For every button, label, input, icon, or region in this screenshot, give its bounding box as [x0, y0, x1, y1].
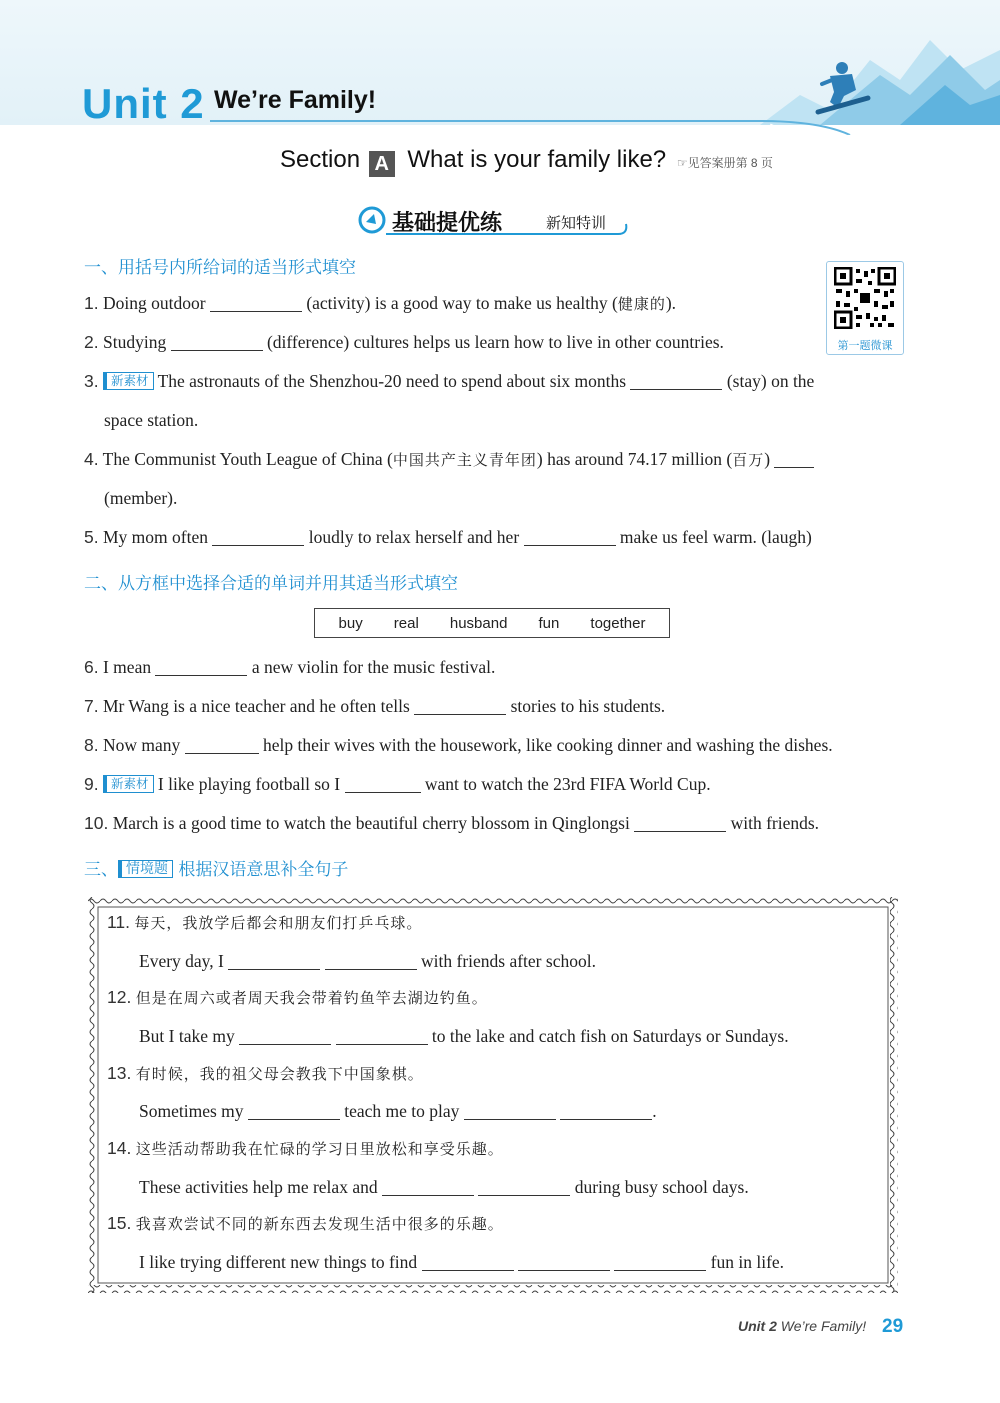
- question-text: Every day, I: [139, 951, 224, 971]
- question-text: ) has around 74.17 million (: [536, 449, 733, 469]
- question-text: help their wives with the housework, like cooking dinner and washing the dishes.: [263, 735, 833, 755]
- question-number: 2.: [84, 332, 99, 352]
- question-14-en: [139, 1176, 749, 1198]
- question-text: Studying: [102, 332, 167, 352]
- answer-blank[interactable]: [634, 815, 726, 832]
- new-material-tag: 新素材: [103, 775, 154, 793]
- answer-blank[interactable]: [212, 529, 304, 546]
- page-number: 29: [882, 1316, 904, 1337]
- answer-blank[interactable]: [382, 1179, 474, 1196]
- unit-title: We’re Family!: [214, 86, 377, 114]
- question-cn-prompt: 我喜欢尝试不同的新东西去发现生活中很多的乐趣。: [135, 1215, 504, 1233]
- new-material-tag: 新素材: [103, 372, 154, 390]
- question-4-cont: (member).: [104, 488, 178, 508]
- qr-code-card[interactable]: [826, 261, 904, 355]
- answer-blank[interactable]: [414, 698, 506, 715]
- question-15-en: [139, 1251, 784, 1273]
- footer-running-title: [738, 1318, 866, 1334]
- question-5: [84, 526, 812, 548]
- question-text: These activities help me relax and: [139, 1177, 378, 1197]
- word-bank-item: together: [590, 614, 646, 632]
- question-10: [84, 812, 819, 834]
- answer-blank[interactable]: [774, 451, 814, 468]
- question-text: loudly to relax herself and her: [308, 527, 520, 547]
- answer-blank[interactable]: [171, 334, 263, 351]
- answer-blank[interactable]: [524, 529, 616, 546]
- question-number: 10.: [84, 813, 109, 833]
- question-number: 7.: [84, 696, 99, 716]
- question-text: Doing outdoor: [102, 293, 206, 313]
- answer-blank[interactable]: [336, 1028, 428, 1045]
- question-3-cont: space station.: [104, 410, 199, 430]
- question-text: want to watch the 23rd FIFA World Cup.: [424, 774, 711, 794]
- question-number: 5.: [84, 527, 99, 547]
- question-text: stories to his students.: [510, 696, 666, 716]
- question-number: 11.: [107, 912, 131, 932]
- part3-heading-text: 根据汉语意思补全句子: [178, 860, 349, 880]
- answer-blank[interactable]: [518, 1254, 610, 1271]
- question-text: Mr Wang is a nice teacher and he often tells: [102, 696, 410, 716]
- part1-heading: 一、用括号内所给词的适当形式填空: [84, 258, 356, 278]
- answer-blank[interactable]: [155, 659, 247, 676]
- question-text: But I take my: [139, 1026, 235, 1046]
- banner-title: 基础提优练: [392, 211, 503, 236]
- question-1: [84, 292, 676, 315]
- answer-blank[interactable]: [228, 953, 320, 970]
- question-3: [84, 370, 814, 392]
- question-7: [84, 695, 665, 717]
- question-text: Now many: [102, 735, 181, 755]
- practice-banner: [356, 200, 632, 240]
- word-bank-item: buy: [338, 614, 363, 632]
- question-text: teach me to play: [344, 1101, 460, 1121]
- question-cn-gloss: 百万: [732, 451, 765, 469]
- question-8: [84, 734, 833, 756]
- question-cn-prompt: 有时候，我的祖父母会教我下中国象棋。: [135, 1065, 424, 1083]
- question-cn-prompt: 每天，我放学后都会和朋友们打乒乓球。: [134, 914, 423, 932]
- answer-blank[interactable]: [345, 776, 421, 793]
- question-text: with friends.: [730, 813, 820, 833]
- qr-code-icon: [834, 267, 896, 329]
- question-number: 14.: [107, 1138, 132, 1158]
- word-bank-item: real: [393, 614, 419, 632]
- question-cn-prompt: 但是在周六或者周天我会带着钓鱼竿去湖边钓鱼。: [135, 989, 488, 1007]
- question-text: My mom often: [102, 527, 208, 547]
- question-number: 3.: [84, 371, 99, 391]
- word-bank-item: fun: [538, 614, 560, 632]
- question-text: (stay) on the: [726, 371, 815, 391]
- question-cn-prompt: 这些活动帮助我在忙碌的学习日里放松和享受乐趣。: [135, 1140, 504, 1158]
- question-number: 9.: [84, 774, 99, 794]
- answer-reference: [677, 156, 773, 170]
- question-text: ): [764, 449, 771, 469]
- question-text: The astronauts of the Shenzhou-20 need to spend about six months: [157, 371, 627, 391]
- answer-blank[interactable]: [239, 1028, 331, 1045]
- footer-unit: Unit 2: [738, 1318, 777, 1334]
- answer-blank[interactable]: [614, 1254, 706, 1271]
- question-2: [84, 331, 724, 353]
- question-text: a new violin for the music festival.: [251, 657, 496, 677]
- question-number: 15.: [107, 1213, 132, 1233]
- section-title: What is your family like?: [407, 146, 667, 173]
- answer-blank[interactable]: [478, 1179, 570, 1196]
- question-9: [84, 773, 711, 795]
- question-11-en: [139, 950, 596, 972]
- question-number: 1.: [84, 293, 99, 313]
- part3-heading-prefix: 三、: [84, 860, 118, 880]
- question-number: 13.: [107, 1063, 132, 1083]
- part3-heading: [84, 855, 348, 880]
- word-bank-item: husband: [449, 614, 508, 632]
- answer-blank[interactable]: [248, 1103, 340, 1120]
- answer-blank[interactable]: [560, 1103, 652, 1120]
- question-text: I mean: [102, 657, 152, 677]
- section-prefix: Section: [280, 146, 361, 173]
- question-number: 4.: [84, 449, 99, 469]
- question-6: [84, 656, 495, 678]
- question-14-cn: [107, 1137, 504, 1160]
- question-13-cn: [107, 1062, 424, 1085]
- question-text: with friends after school.: [421, 951, 596, 971]
- question-12-cn: [107, 986, 488, 1009]
- question-text: ).: [665, 293, 677, 313]
- question-cn-gloss: 中国共产主义青年团: [392, 451, 537, 469]
- question-text: Sometimes my: [139, 1101, 244, 1121]
- question-text: I like trying different new things to find: [139, 1252, 418, 1272]
- qr-caption: 第一题微课: [837, 339, 893, 352]
- question-text: fun in life.: [710, 1252, 785, 1272]
- question-number: 6.: [84, 657, 99, 677]
- answer-reference-text: 见答案册第 8 页: [687, 156, 773, 170]
- word-bank: [314, 608, 670, 638]
- answer-blank[interactable]: [325, 953, 417, 970]
- answer-blank[interactable]: [630, 373, 722, 390]
- question-text: (activity) is a good way to make us healthy (: [306, 293, 618, 313]
- section-title-line: [280, 146, 773, 177]
- part2-heading: 二、从方框中选择合适的单词并用其适当形式填空: [84, 574, 458, 594]
- unit-number: Unit 2: [82, 80, 205, 127]
- question-text: (difference) cultures helps us learn how to live in other countries.: [266, 332, 724, 352]
- pointing-hand-icon: ☞: [676, 156, 688, 170]
- situation-tag: 情境题: [118, 860, 173, 878]
- answer-blank[interactable]: [422, 1254, 514, 1271]
- question-text: I like playing football so I: [157, 774, 341, 794]
- question-15-cn: [107, 1212, 504, 1235]
- question-text: The Communist Youth League of China (: [102, 449, 393, 469]
- question-number: 12.: [107, 987, 132, 1007]
- footer-title: We’re Family!: [780, 1318, 867, 1334]
- question-4: [84, 448, 814, 471]
- section-letter-badge: A: [369, 151, 395, 177]
- banner-subtitle: 新知特训: [546, 214, 607, 232]
- question-text: .: [652, 1101, 657, 1121]
- answer-blank[interactable]: [185, 737, 259, 754]
- question-text: March is a good time to watch the beautiful cherry blossom in Qinglongsi: [112, 813, 630, 833]
- question-number: 8.: [84, 735, 99, 755]
- question-cn-gloss: 健康的: [617, 295, 666, 313]
- question-text: to the lake and catch fish on Saturdays or Sundays.: [431, 1026, 789, 1046]
- answer-blank[interactable]: [210, 295, 302, 312]
- question-text: during busy school days.: [574, 1177, 749, 1197]
- question-11-cn: [107, 911, 422, 934]
- question-text: make us feel warm. (laugh): [619, 527, 812, 547]
- question-13-en: [139, 1100, 657, 1122]
- question-12-en: [139, 1025, 789, 1047]
- answer-blank[interactable]: [464, 1103, 556, 1120]
